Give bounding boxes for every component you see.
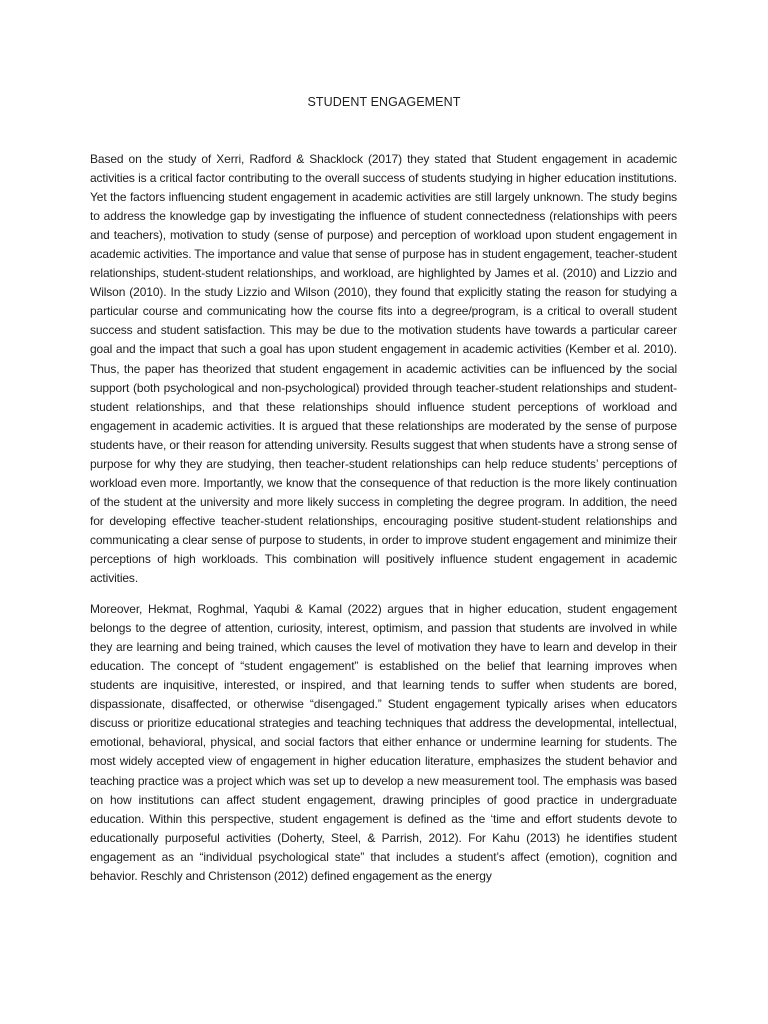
document-title: STUDENT ENGAGEMENT bbox=[307, 95, 461, 109]
paragraph-2: Moreover, Hekmat, Roghmal, Yaqubi & Kamal (2022) argues that in higher education, student engagement belongs to the degree of attention, curiosity, interest, optimism, and passion that students are involved in while they are learning and being trained, which causes the level of motivation they have to learn and develop in their education. The concept of “student engagement” is established on the belief that learning improves when students are inquisitive, interested, or inspired, and that learning tends to suffer when students are bored, dispassionate, disaffected, or otherwise “disengaged.” Student engagement typically arises when educators discuss or prioritize educational strategies and teaching techniques that address the developmental, intellectual, emotional, behavioral, physical, and social factors that either enhance or undermine learning for students. The most widely accepted view of engagement in higher education literature, emphasizes the student behavior and teaching practice was a project which was set up to develop a new measurement tool. The emphasis was based on how institutions can affect student engagement, drawing principles of good practice in undergraduate education. Within this perspective, student engagement is defined as the ‘time and effort students devote to educationally purposeful activities (Doherty, Steel, & Parrish, 2012). For Kahu (2013) he identifies student engagement as an “individual psychological state” that includes a student’s affect (emotion), cognition and behavior. Reschly and Christenson (2012) defined engagement as the energy bbox=[90, 602, 677, 883]
document-body bbox=[90, 150, 677, 898]
paragraph-1: Based on the study of Xerri, Radford & Shacklock (2017) they stated that Student engagement in academic activities is a critical factor contributing to the overall success of students studying in higher education institutions. Yet the factors influencing student engagement in academic activities are still largely unknown. The study begins to address the knowledge gap by investigating the influence of student connectedness (relationships with peers and teachers), motivation to study (sense of purpose) and perception of workload upon student engagement in academic activities. The importance and value that sense of purpose has in student engagement, teacher-student relationships, student-student relationships, and workload, are highlighted by James et al. (2010) and Lizzio and Wilson (2010). In the study Lizzio and Wilson (2010), they found that explicitly stating the reason for studying a particular course and communicating how the course fits into a degree/program, is a critical to overall student success and student satisfaction. This may be due to the motivation students have towards a particular career goal and the impact that such a goal has upon student engagement in academic activities (Kember et al. 2010). Thus, the paper has theorized that student engagement in academic activities can be influenced by the social support (both psychological and non-psychological) provided through teacher-student relationships and student-student relationships, and that these relationships should influence student perceptions of workload and engagement in academic activities. It is argued that these relationships are moderated by the sense of purpose students have, or their reason for attending university. Results suggest that when students have a strong sense of purpose for why they are studying, then teacher-student relationships can help reduce students’ perceptions of workload even more. Importantly, we know that the consequence of that reduction is the more likely continuation of the student at the university and more likely success in completing the degree program. In addition, the need for developing effective teacher-student relationships, encouraging positive student-student relationships and communicating a clear sense of purpose to students, in order to improve student engagement and minimize their perceptions of high workloads. This combination will positively influence student engagement in academic activities. bbox=[90, 152, 677, 586]
